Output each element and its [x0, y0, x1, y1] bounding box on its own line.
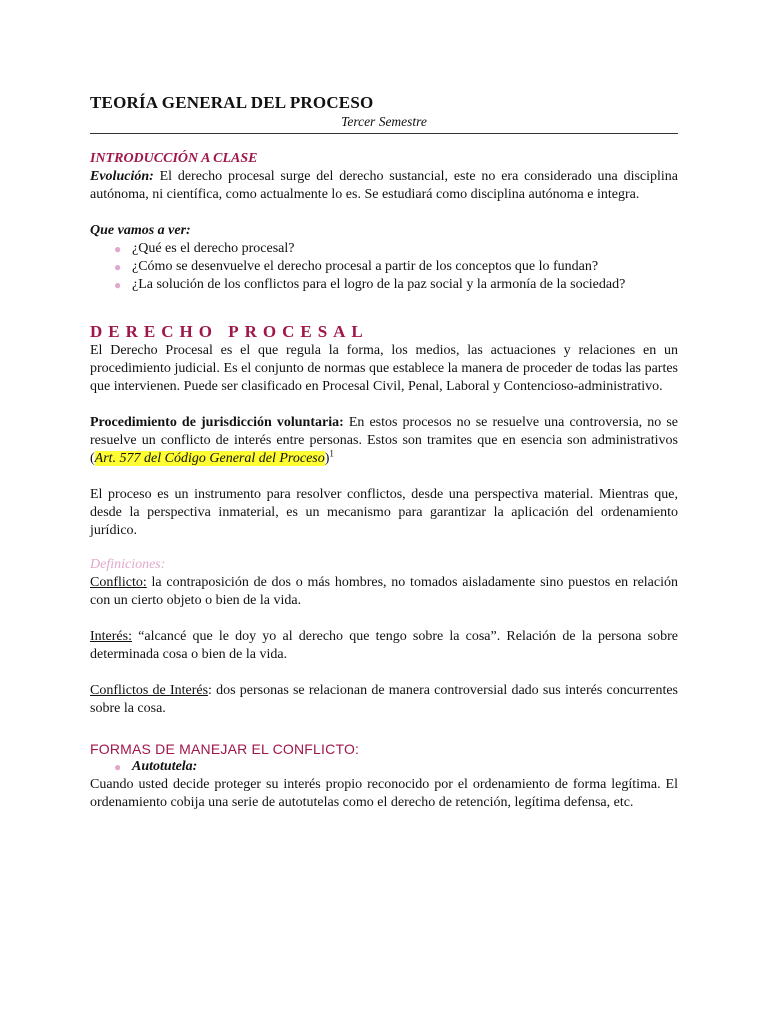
definiciones-heading: Definiciones: [90, 557, 166, 572]
conflictos-interes-label: Conflictos de Interés [90, 683, 209, 698]
list-item [112, 276, 678, 294]
article-reference-highlight: Art. 577 del Código General del Proceso [94, 451, 325, 466]
footnote-marker[interactable]: 1 [329, 448, 334, 459]
interes-definition [90, 628, 678, 664]
derecho-procesal-heading: DERECHO PROCESAL [90, 322, 369, 341]
autotutela-paragraph: Cuando usted decide proteger su interés propio reconocido por el ordenamiento de forma legítima. El ordenamiento cobija una serie de autotutelas como el derecho de retención, legítima defensa, etc. [90, 777, 678, 810]
bullet-icon: ● [114, 260, 122, 274]
bullet-icon: ● [114, 242, 122, 256]
intro-heading: INTRODUCCIÓN A CLASE [90, 151, 258, 166]
list-item-text: ¿Qué es el derecho procesal? [132, 241, 295, 256]
jurisdiccion-paragraph [90, 414, 678, 468]
jurisdiccion-label: Procedimiento de jurisdicción voluntaria: [90, 415, 344, 430]
evolucion-text: El derecho procesal surge del derecho sustancial, este no era considerado una disciplina autónoma, ni científica, como actualmente lo es. Se estudiará como disciplina autónoma e integra. [90, 169, 678, 202]
proceso-paragraph: El proceso es un instrumento para resolver conflictos, desde una perspectiva material. Mientras que, desde la perspectiva inmaterial, es un mecanismo para garantizar la aplicación del ordenamiento jurídico. [90, 487, 678, 538]
list-item [112, 240, 678, 258]
header-rule [90, 133, 678, 134]
semester-label: Tercer Semestre [341, 114, 427, 129]
interes-text: “alcancé que le doy yo al derecho que tengo sobre la cosa”. Relación de la persona sobre determinada cosa o bien de la vida. [90, 629, 678, 662]
derecho-procesal-paragraph: El Derecho Procesal es el que regula la forma, los medios, las actuaciones y relaciones en un procedimiento judicial. Es el conjunto de normas que establece la manera de proceder de todas las partes que intervienen. Puede ser clasificado en Procesal Civil, Penal, Laboral y Contencioso-administrativo. [90, 343, 678, 394]
bullet-icon: ● [114, 278, 122, 292]
interes-label: Interés: [90, 629, 132, 644]
conflicto-text: la contraposición de dos o más hombres, no tomados aisladamente sino puestos en relación con un cierto objeto o bien de la vida. [90, 575, 678, 608]
bullet-icon: ● [114, 760, 122, 774]
list-item [112, 758, 678, 776]
jurisdiccion-close: ) [324, 451, 330, 466]
evolucion-label: Evolución: [90, 169, 154, 184]
list-item-text: ¿Cómo se desenvuelve el derecho procesal a partir de los conceptos que lo fundan? [132, 259, 599, 274]
jurisdiccion-text: En estos procesos no se resuelve una controversia, no se resuelve un conflicto de interés entre personas. Estos son tramites que en esencia son administrativos ( [90, 415, 678, 466]
document-body [90, 92, 678, 812]
topics-list [112, 240, 678, 294]
list-item [112, 258, 678, 276]
list-item-text: ¿La solución de los conflictos para el logro de la paz social y la armonía de la sociedad? [132, 277, 626, 292]
conflictos-interes-definition [90, 682, 678, 718]
evolucion-paragraph [90, 168, 678, 204]
formas-heading: FORMAS DE MANEJAR EL CONFLICTO: [90, 741, 360, 757]
formas-list [112, 758, 678, 776]
que-vamos-label: Que vamos a ver: [90, 223, 191, 238]
document-title: TEORÍA GENERAL DEL PROCESO [90, 93, 374, 112]
autotutela-label: Autotutela: [132, 759, 198, 774]
conflictos-interes-text: : dos personas se relacionan de manera controversial dado sus interés concurrentes sobre la cosa. [90, 683, 678, 716]
conflicto-label: Conflicto: [90, 575, 147, 590]
conflicto-definition [90, 574, 678, 610]
